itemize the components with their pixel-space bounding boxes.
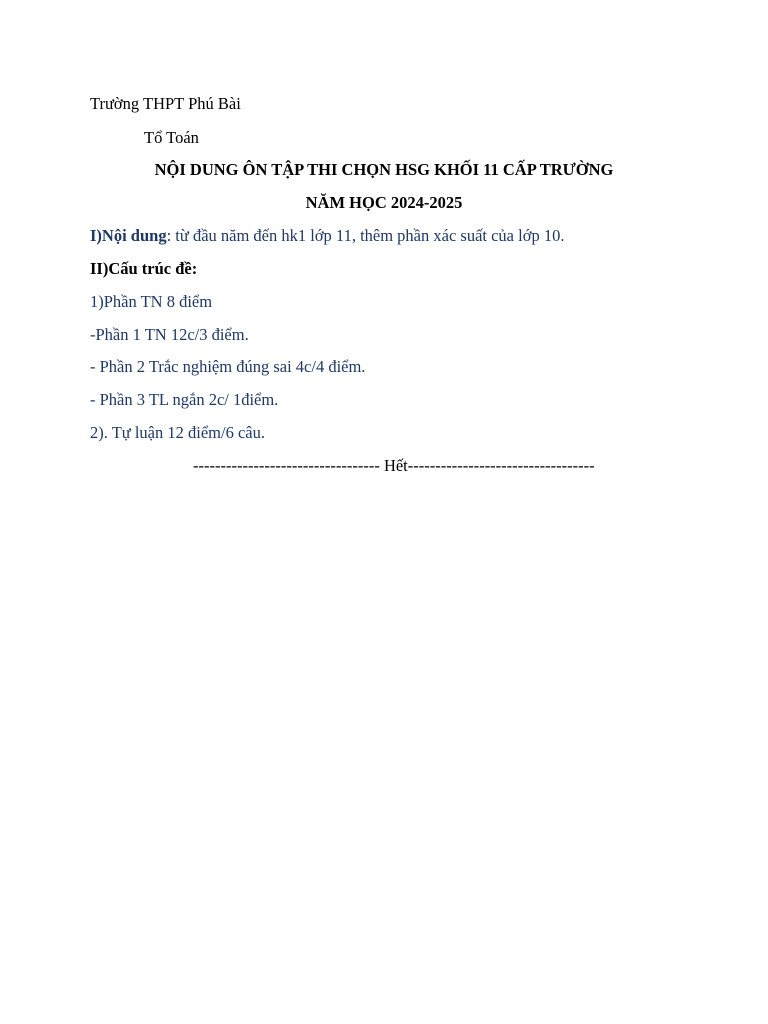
list-item: - Phần 3 TL ngắn 2c/ 1điểm. bbox=[90, 390, 279, 409]
list-item: 1)Phần TN 8 điểm bbox=[90, 292, 213, 311]
list-item: -Phần 1 TN 12c/3 điểm. bbox=[90, 325, 249, 344]
document-title: NỘI DUNG ÔN TẬP THI CHỌN HSG KHỐI 11 CẤP TRƯỜNG bbox=[154, 160, 614, 179]
list-item: 2). Tự luận 12 điểm/6 câu. bbox=[90, 423, 265, 442]
end-marker: ---------------------------------- Hết---------------------------------- bbox=[193, 456, 595, 475]
list-item: - Phần 2 Trắc nghiệm đúng sai 4c/4 điểm. bbox=[90, 357, 366, 376]
section-structure-label: II)Cấu trúc đề: bbox=[90, 259, 198, 278]
section-content-label: I)Nội dung bbox=[90, 226, 167, 245]
section-content bbox=[90, 226, 564, 246]
department-name: Tổ Toán bbox=[144, 128, 199, 147]
school-year: NĂM HỌC 2024-2025 bbox=[305, 193, 463, 212]
section-content-text: : từ đầu năm đến hk1 lớp 11, thêm phần xác suất của lớp 10. bbox=[166, 226, 565, 245]
school-name: Trường THPT Phú Bài bbox=[90, 94, 241, 113]
